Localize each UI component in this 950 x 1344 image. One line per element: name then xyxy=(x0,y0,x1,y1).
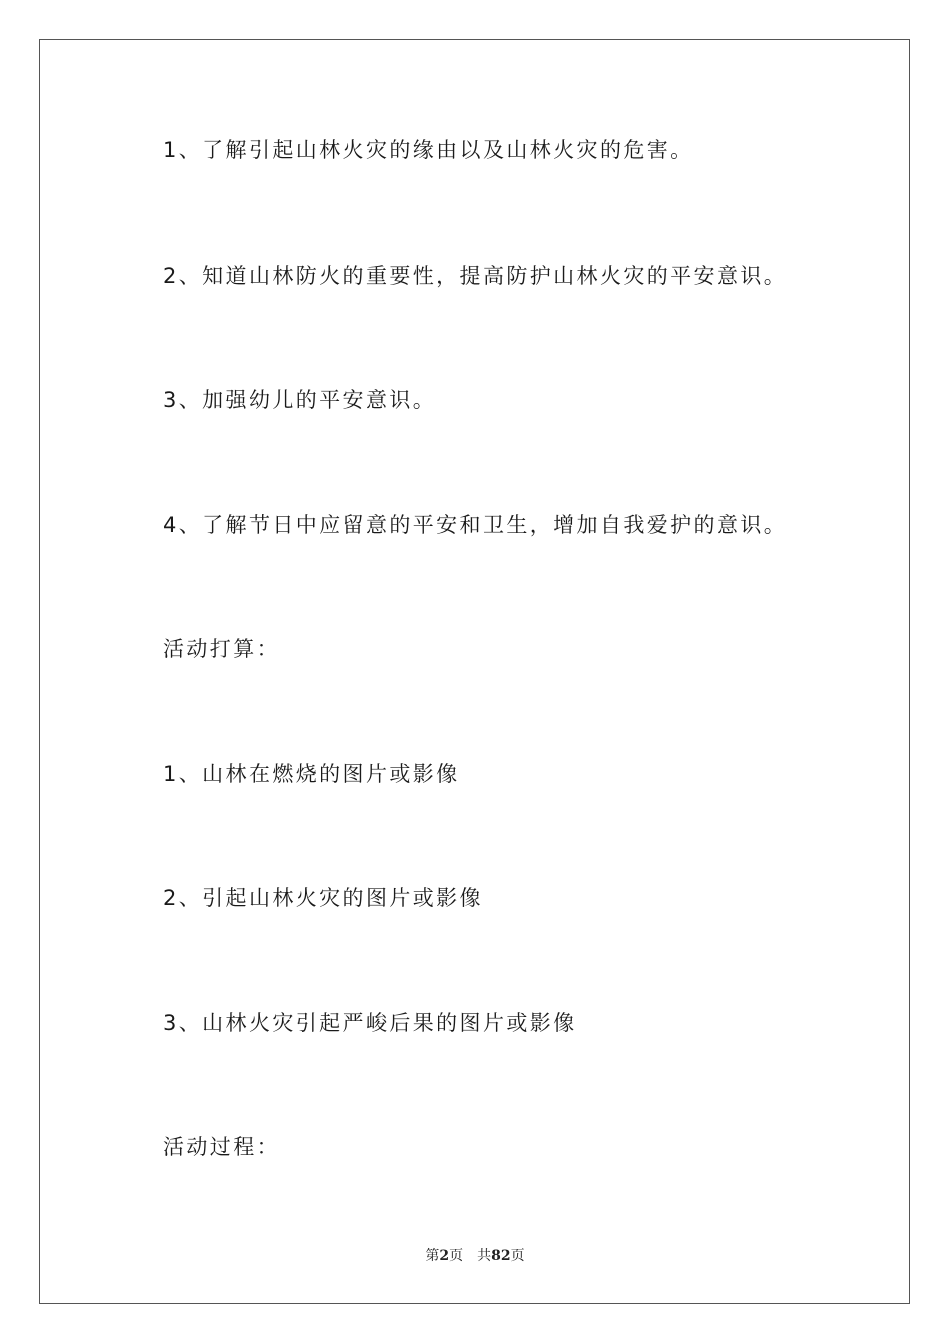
page-footer xyxy=(0,1247,950,1265)
footer-page-number: 2 xyxy=(439,1248,450,1264)
footer-page-prefix: 第 xyxy=(425,1248,440,1264)
footer-total-prefix: 共 xyxy=(477,1248,492,1264)
section-heading-preparation: 活动打算： xyxy=(163,637,280,661)
footer-page-suffix: 页 xyxy=(449,1248,464,1264)
paragraph-goal-4: 4、了解节日中应留意的平安和卫生，增加自我爱护的意识。 xyxy=(163,513,788,537)
paragraph-goal-1: 1、了解引起山林火灾的缘由以及山林火灾的危害。 xyxy=(163,138,694,162)
footer-total-suffix: 页 xyxy=(510,1248,525,1264)
section-heading-process: 活动过程： xyxy=(163,1135,280,1159)
page-border xyxy=(39,39,910,1304)
paragraph-prep-2: 2、引起山林火灾的图片或影像 xyxy=(163,886,483,910)
footer-total-pages: 82 xyxy=(491,1248,511,1264)
paragraph-prep-3: 3、山林火灾引起严峻后果的图片或影像 xyxy=(163,1011,577,1035)
paragraph-prep-1: 1、山林在燃烧的图片或影像 xyxy=(163,762,460,786)
paragraph-goal-3: 3、加强幼儿的平安意识。 xyxy=(163,388,437,412)
paragraph-goal-2: 2、知道山林防火的重要性，提高防护山林火灾的平安意识。 xyxy=(163,264,788,288)
